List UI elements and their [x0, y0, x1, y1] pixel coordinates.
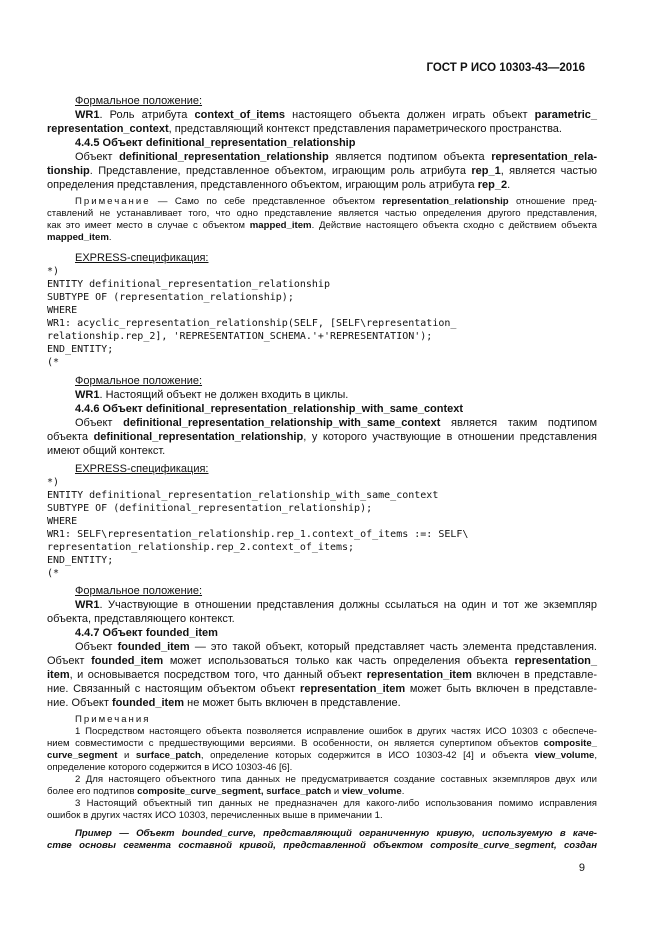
wr1-line-1: WR1. Роль атрибута context_of_items настоящего объекта должен играть объект parametric_ [75, 109, 598, 121]
s447-paragraph-line-4: ние. Связанный с настоящим объектом объект representation_item может быть включен в представле- [47, 683, 597, 695]
section-4-4-5-title: 4.4.5 Объект definitional_representation_relationship [75, 137, 356, 149]
s445-code-line-8: (* [47, 357, 60, 368]
s446-code-line-5: WR1: SELF\representation_relationship.rep_1.context_of_items :=: SELF\ [47, 529, 469, 540]
s446-code-line-7: END_ENTITY; [47, 555, 114, 566]
s445-note-line-3: как это имеет место в случае с объектом mapped_item. Действие настоящего объекта сходно с действием объекта [47, 220, 597, 231]
s446-code-line-2: ENTITY definitional_representation_relationship_with_same_context [47, 490, 439, 501]
s446-code-line-3: SUBTYPE OF (definitional_representation_relationship); [47, 503, 373, 514]
s445-code-line-2: ENTITY definitional_representation_relationship [47, 279, 330, 290]
s447-note1-line-2: нием совместимости с предшествующими версиями. В особенности, он является супертипом объектов composite_ [47, 738, 597, 749]
s447-example-line-2: стве основы сегмента составной кривой, представленной объектом composite_curve_segment, создан [47, 840, 597, 851]
s446-express-label: EXPRESS-спецификация: [75, 463, 209, 475]
page-number: 9 [578, 862, 585, 874]
s447-note1-line-3: curve_segment и surface_patch, определение которых содержится в ИСО 10303-42 [4] и объекта view_volume, [47, 750, 597, 761]
document-header-code: ГОСТ Р ИСО 10303-43—2016 [426, 62, 585, 74]
s445-code-line-7: END_ENTITY; [47, 344, 114, 355]
s447-paragraph-line-5: ние. Объект founded_item не может быть включен в представление. [47, 697, 401, 709]
s446-paragraph-line-2: объекта definitional_representation_relationship, у которого участвующие в отношении представления [47, 431, 597, 443]
s446-paragraph-line-1: Объект definitional_representation_relationship_with_same_context является таким подтипом [75, 417, 598, 429]
s447-notes-title: Примечания [75, 714, 151, 725]
s446-wr1-line-1: WR1. Участвующие в отношении представления должны ссылаться на один и тот же экземпляр [75, 599, 597, 611]
s447-note1-line-1: 1 Посредством настоящего объекта позволяется исправление ошибок в других частях ИСО 10303 с обеспече- [75, 726, 597, 737]
s447-example-line-1: Пример — Объект bounded_curve, представляющий ограниченную кривую, используемую в каче- [75, 828, 597, 839]
s445-code-line-1: *) [47, 266, 60, 277]
s445-paragraph-line-1: Объект definitional_representation_relationship является подтипом объекта representation_rela- [75, 151, 598, 163]
s445-code-line-4: WHERE [47, 305, 78, 316]
s447-note1-line-4: определение которого содержится в ИСО 10303-46 [6]. [47, 762, 293, 773]
s445-note-line-2: ставлений не устанавливает того, что одно представление является частью определения другого представления, [47, 208, 597, 219]
s445-formal-label: Формальное положение: [75, 375, 203, 387]
s447-paragraph-line-2: Объект founded_item может использоваться только как часть определения объекта representation_ [47, 655, 598, 667]
s445-express-label: EXPRESS-спецификация: [75, 252, 209, 264]
s447-note2-line-2: более его подтипов composite_curve_segment, surface_patch и view_volume. [47, 786, 405, 797]
section-4-4-6-title: 4.4.6 Объект definitional_representation_relationship_with_same_context [75, 403, 464, 415]
s447-note3-line-2: ошибок в других частях ИСО 10303, перечисленных выше в примечании 1. [47, 810, 383, 821]
s445-paragraph-line-3: определения представления, представленного объектом, играющим роль атрибута rep_2. [47, 179, 511, 191]
s447-note3-line-1: 3 Настоящий объектный тип данных не предназначен для какого-либо использования помимо исправления [75, 798, 597, 809]
s447-paragraph-line-3: item, и основывается посредством того, что данный объект representation_item включен в представле- [47, 669, 597, 681]
s445-code-line-6: relationship.rep_2], 'REPRESENTATION_SCHEMA.'+'REPRESENTATION'); [47, 331, 433, 342]
s446-wr1-line-2: объекта, представляющего контекст. [47, 613, 235, 625]
s445-note-line-4: mapped_item. [47, 232, 112, 243]
s446-formal-label: Формальное положение: [75, 585, 203, 597]
s446-paragraph-line-3: имеют общий контекст. [47, 445, 166, 457]
s447-note2-line-1: 2 Для настоящего объектного типа данных не предусматривается создание составных экземпляров двух или [75, 774, 597, 785]
s445-code-line-5: WR1: acyclic_representation_relationship(SELF, [SELF\representation_ [47, 318, 457, 329]
formal-proposition-label: Формальное положение: [75, 95, 203, 107]
s445-paragraph-line-2: tionship. Представление, представленное объектом, играющим роль атрибута rep_1, является частью [47, 165, 597, 177]
s446-code-line-6: representation_relationship.rep_2.context_of_items; [47, 542, 355, 553]
s445-wr1: WR1. Настоящий объект не должен входить в циклы. [75, 389, 349, 401]
s447-paragraph-line-1: Объект founded_item — это такой объект, который представляет часть элемента представления. [75, 641, 597, 653]
s446-code-line-1: *) [47, 477, 60, 488]
section-4-4-7-title: 4.4.7 Объект founded_item [75, 627, 218, 639]
wr1-line-2: representation_context, представляющий контекст представления параметрического пространства. [47, 123, 562, 135]
s446-code-line-8: (* [47, 568, 60, 579]
s445-note-line-1: Примечание — Само по себе представленное объектом representation_relationship отношение пред- [75, 196, 597, 207]
s445-code-line-3: SUBTYPE OF (representation_relationship); [47, 292, 294, 303]
s446-code-line-4: WHERE [47, 516, 78, 527]
